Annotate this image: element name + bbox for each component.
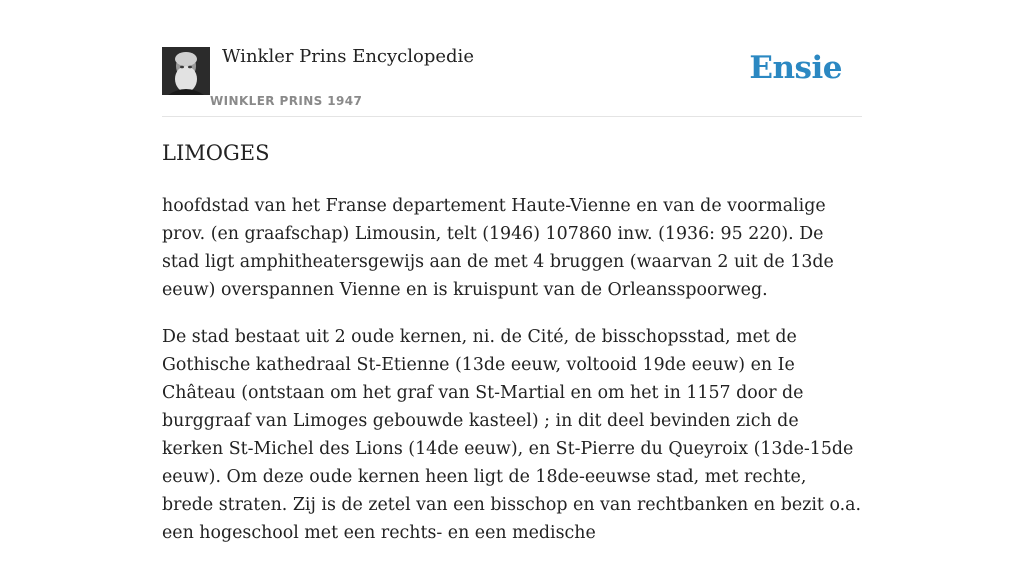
article-paragraph: De stad bestaat uit 2 oude kernen, ni. de Cité, de bisschopsstad, met de Gothische kathedraal St-Etienne (13de eeuw, voltooid 19de eeuw) en Ie Château (ontstaan om het graf van St-Martial en om het in 1157 door de burggraaf van Limoges gebouwde kasteel) ; in dit deel bevinden zich de kerken St-Michel des Lions (14de eeuw), en St-Pierre du Queyroix (13de-15de eeuw). Om deze oude kernen heen ligt de 18de-eeuwse stad, met rechte, brede straten. Zij is de zetel van een bisschop en van rechtbanken en bezit o.a. een hogeschool met een rechts- en een medische xyxy=(162,327,862,543)
source-title[interactable]: Winkler Prins Encyclopedie xyxy=(222,46,474,67)
source-subtitle[interactable]: WINKLER PRINS 1947 xyxy=(210,94,363,108)
article-paragraph: hoofdstad van het Franse departement Haute-Vienne en van de voormalige prov. (en graafschap) Limousin, telt (1946) 107860 inw. (1936: 95 220). De stad ligt amphitheatersgewijs aan de met 4 bruggen (waarvan 2 uit de 13de eeuw) overspannen Vienne en is kruispunt van de Orleansspoorweg. xyxy=(162,196,834,300)
site-logo[interactable]: Ensie xyxy=(749,50,842,86)
page-header xyxy=(162,0,862,117)
article-title: LIMOGES xyxy=(162,141,270,165)
author-portrait-icon[interactable] xyxy=(162,47,210,95)
article-body xyxy=(162,192,862,566)
